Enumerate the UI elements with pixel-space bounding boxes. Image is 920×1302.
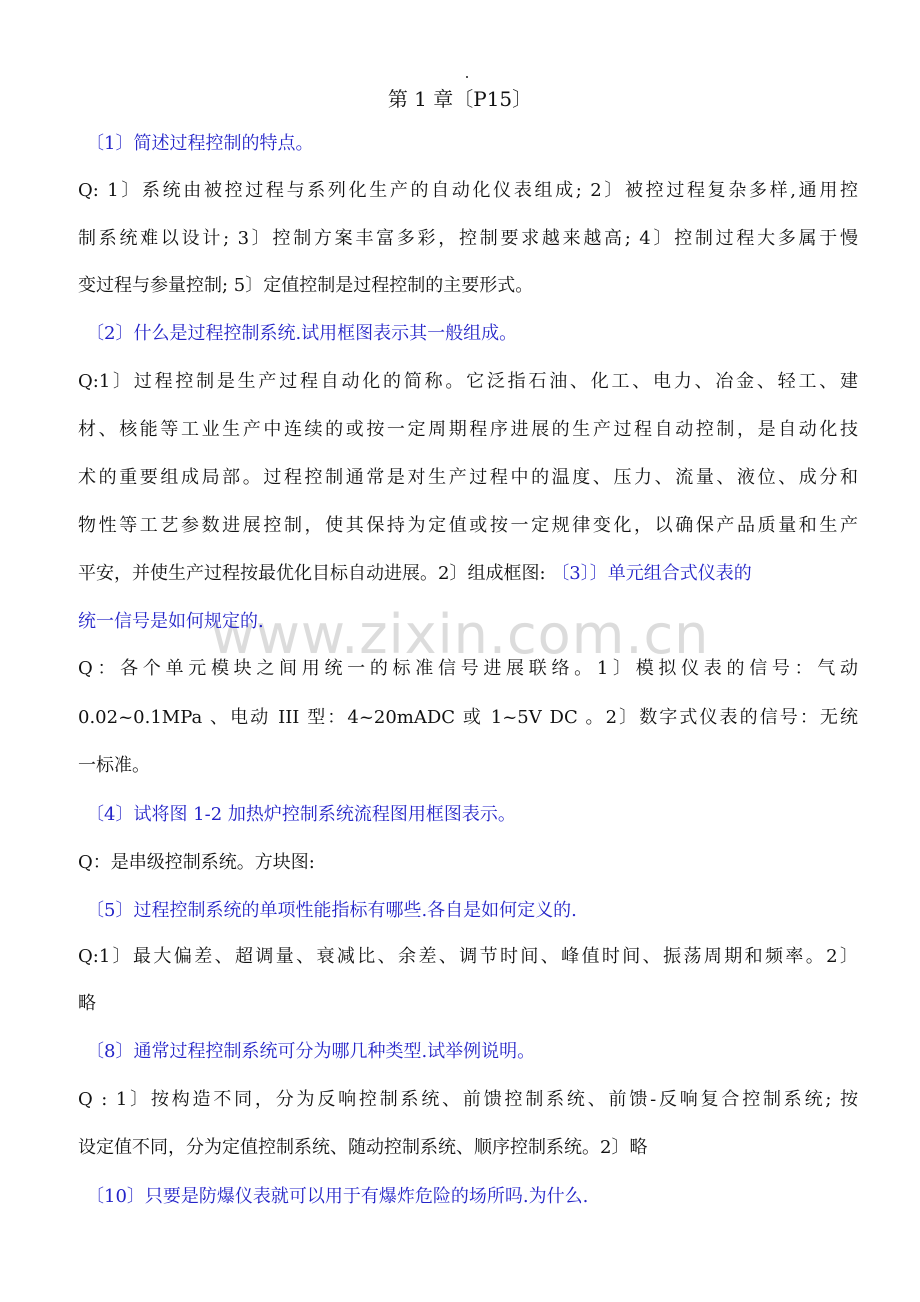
- answer-5-line-1: Q:1〕最大偏差、超调量、衰减比、余差、调节时间、峰值时间、振荡周期和频率。2〕: [78, 946, 858, 967]
- answer-2-line-5: [78, 560, 858, 588]
- answer-1-line-2: 制系统难以设计; 3〕控制方案丰富多彩，控制要求越来越高; 4〕控制过程大多属于慢: [78, 228, 858, 249]
- answer-1-line-1: Q: 1〕系统由被控过程与系列化生产的自动化仪表组成; 2〕被控过程复杂多样,通用控: [78, 180, 858, 201]
- page-marker-dot: [466, 76, 468, 78]
- answer-8-line-2: 设定值不同，分为定值控制系统、随动控制系统、顺序控制系统。2〕略: [78, 1137, 648, 1158]
- answer-4-line-1: Q：是串级控制系统。方块图:: [78, 852, 315, 873]
- answer-3-line-3: 一标准。: [78, 755, 150, 776]
- answer-8-line-1: Q : 1〕按构造不同，分为反响控制系统、前馈控制系统、前馈-反响复合控制系统; 按: [78, 1089, 858, 1110]
- question-3-part-1: 〔3〕〕单元组合式仪表的: [551, 563, 752, 584]
- question-3-part-2: 统一信号是如何规定的.: [78, 611, 264, 632]
- answer-3-line-1: Q：各个单元模块之间用统一的标准信号进展联络。1〕模拟仪表的信号：气动: [78, 658, 858, 679]
- question-8: 〔8〕通常过程控制系统可分为哪几种类型.试举例说明。: [86, 1041, 536, 1062]
- question-5: 〔5〕过程控制系统的单项性能指标有哪些.各自是如何定义的.: [86, 900, 577, 921]
- answer-2-line-2: 材、核能等工业生产中连续的或按一定周期程序进展的生产过程自动控制，是自动化技: [78, 419, 858, 440]
- chapter-title: 第 1 章〔P15〕: [387, 87, 533, 111]
- question-2: 〔2〕什么是过程控制系统.试用框图表示其一般组成。: [86, 323, 518, 344]
- question-10: 〔10〕只要是防爆仪表就可以用于有爆炸危险的场所吗.为什么.: [86, 1186, 589, 1207]
- answer-2-line-4: 物性等工艺参数进展控制，使其保持为定值或按一定规律变化，以确保产品质量和生产: [78, 515, 858, 536]
- answer-2-line-3: 术的重要组成局部。过程控制通常是对生产过程中的温度、压力、流量、液位、成分和: [78, 467, 858, 488]
- answer-2-line-1: Q:1〕过程控制是生产过程自动化的简称。它泛指石油、化工、电力、冶金、轻工、建: [78, 371, 858, 392]
- answer-3-line-2: 0.02~0.1MPa 、电动 III 型：4~20mADC 或 1~5V DC 。2〕数字式仪表的信号：无统: [78, 707, 858, 728]
- question-4: 〔4〕试将图 1-2 加热炉控制系统流程图用框图表示。: [86, 804, 516, 825]
- watermark: www.zixin.com.cn: [210, 603, 710, 666]
- answer-5-line-2: 略: [78, 993, 96, 1014]
- question-1: 〔1〕简述过程控制的特点。: [86, 133, 314, 154]
- answer-1-line-3: 变过程与参量控制; 5〕定值控制是过程控制的主要形式。: [78, 275, 534, 296]
- answer-2-line-5-text: 平安，并使生产过程按最优化目标自动进展。2〕组成框图:: [78, 563, 552, 584]
